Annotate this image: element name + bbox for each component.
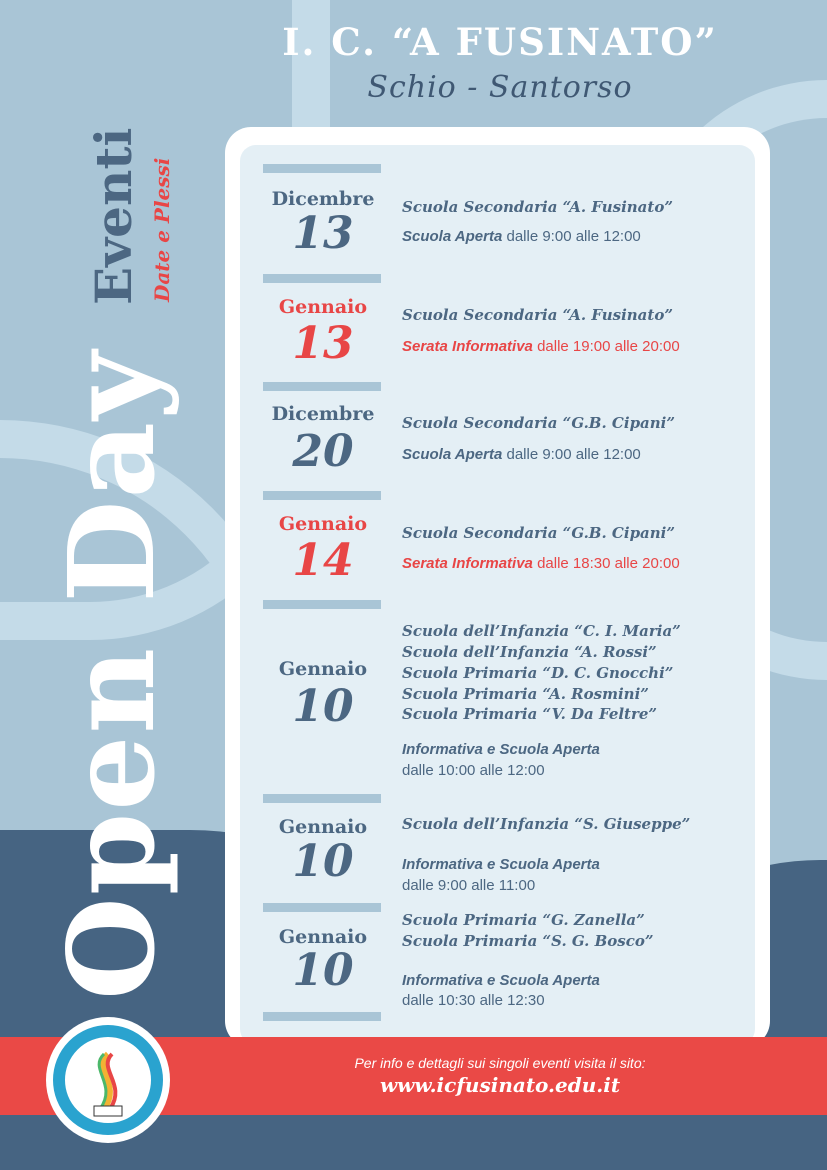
event-month: Dicembre bbox=[271, 403, 375, 425]
school-logo bbox=[46, 1017, 170, 1143]
event-day: 13 bbox=[292, 318, 354, 369]
event-activity-type: Informativa e Scuola Aperta bbox=[402, 741, 600, 758]
event-activity-type: Serata Informativa bbox=[402, 338, 533, 355]
event-separator bbox=[263, 491, 381, 500]
info-text: Per info e dettagli sui singoli eventi visita il sito: bbox=[354, 1055, 646, 1071]
event-separator bbox=[263, 382, 381, 391]
event-day: 10 bbox=[292, 681, 354, 732]
event-activity bbox=[402, 228, 641, 245]
event-day: 10 bbox=[292, 945, 354, 996]
event-month: Gennaio bbox=[278, 816, 368, 838]
event-activity bbox=[402, 741, 600, 758]
event-activity bbox=[402, 972, 600, 989]
event-activity-type: Serata Informativa bbox=[402, 555, 533, 572]
event-month: Gennaio bbox=[278, 658, 368, 680]
event-school: Scuola Primaria “S. G. Bosco” bbox=[402, 932, 654, 950]
event-day: 20 bbox=[292, 426, 354, 477]
event-activity bbox=[402, 446, 641, 463]
event-separator bbox=[263, 274, 381, 283]
event-activity-type: Informativa e Scuola Aperta bbox=[402, 972, 600, 989]
website-link[interactable]: www.icfusinato.edu.it bbox=[379, 1073, 621, 1097]
event-separator bbox=[263, 1012, 381, 1021]
event-time: dalle 9:00 alle 12:00 bbox=[506, 446, 641, 463]
event-school: Scuola Primaria “D. C. Gnocchi” bbox=[402, 664, 674, 682]
event-activity bbox=[402, 555, 680, 572]
event-day: 14 bbox=[292, 535, 354, 586]
event-time: dalle 9:00 alle 11:00 bbox=[402, 877, 536, 894]
event-separator bbox=[263, 164, 381, 173]
event-school: Scuola Secondaria “A. Fusinato” bbox=[402, 306, 673, 324]
event-school: Scuola dell’Infanzia “C. I. Maria” bbox=[402, 622, 681, 640]
event-time: dalle 18:30 alle 20:00 bbox=[537, 555, 680, 572]
event-activity bbox=[402, 856, 600, 873]
event-month: Dicembre bbox=[271, 188, 375, 210]
event-separator bbox=[263, 794, 381, 803]
event-school: Scuola Primaria “A. Rosmini” bbox=[402, 685, 649, 703]
event-separator bbox=[263, 600, 381, 609]
event-month: Gennaio bbox=[278, 513, 368, 535]
school-subtitle: Schio - Santorso bbox=[367, 70, 633, 105]
event-time: dalle 10:00 alle 12:00 bbox=[402, 762, 545, 779]
event-separator bbox=[263, 903, 381, 912]
event-month: Gennaio bbox=[278, 296, 368, 318]
event-school: Scuola Primaria “V. Da Feltre” bbox=[402, 705, 658, 723]
logo-emblem-icon bbox=[52, 1024, 164, 1136]
event-month: Gennaio bbox=[278, 926, 368, 948]
event-school: Scuola dell’Infanzia “A. Rossi” bbox=[402, 643, 657, 661]
event-activity bbox=[402, 338, 680, 355]
event-day: 13 bbox=[292, 208, 354, 259]
event-activity-type: Scuola Aperta bbox=[402, 446, 503, 463]
school-title: I. C. “A FUSINATO” bbox=[282, 20, 718, 64]
event-school: Scuola Secondaria “A. Fusinato” bbox=[402, 198, 673, 216]
date-plessi-subheading: Date e Plessi bbox=[150, 157, 174, 302]
event-activity-type: Informativa e Scuola Aperta bbox=[402, 856, 600, 873]
event-time: dalle 10:30 alle 12:30 bbox=[402, 992, 545, 1009]
open-day-heading: Open Day bbox=[42, 349, 181, 1000]
event-school: Scuola Secondaria “G.B. Cipani” bbox=[402, 414, 676, 432]
event-time: dalle 19:00 alle 20:00 bbox=[537, 338, 680, 355]
event-school: Scuola Secondaria “G.B. Cipani” bbox=[402, 524, 676, 542]
event-school: Scuola dell’Infanzia “S. Giuseppe” bbox=[402, 815, 691, 833]
event-time: dalle 9:00 alle 12:00 bbox=[506, 228, 641, 245]
event-day: 10 bbox=[292, 836, 354, 887]
event-activity-type: Scuola Aperta bbox=[402, 228, 503, 245]
event-school: Scuola Primaria “G. Zanella” bbox=[402, 911, 645, 929]
eventi-heading: Eventi bbox=[84, 127, 143, 305]
